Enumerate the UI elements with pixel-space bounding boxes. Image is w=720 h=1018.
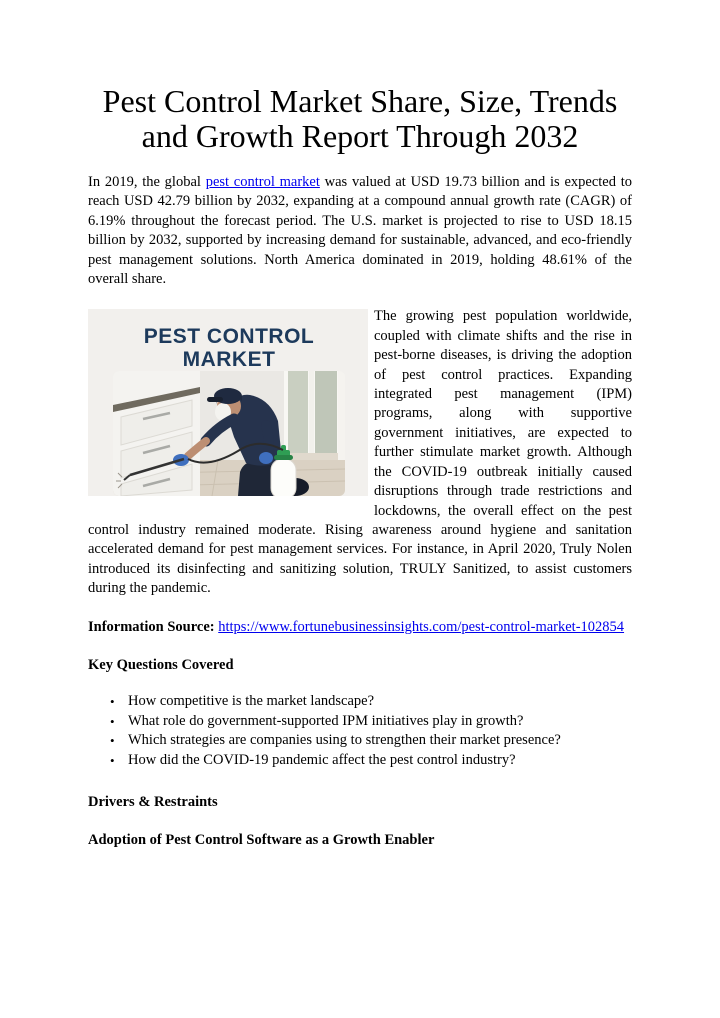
page-title-line1: Pest Control Market Share, Size, Trends [102, 83, 618, 119]
information-source-label: Information Source: [88, 618, 219, 635]
question-item: • What role do government-supported IPM initiatives play in growth? [128, 712, 632, 731]
key-questions-list [88, 692, 632, 770]
cap-brim [207, 397, 223, 402]
pest-control-market-link[interactable]: pest control market [205, 174, 320, 190]
intro-text-after-link: was valued at USD 19.73 billion and is expected to reach USD 42.79 billion by 2032, expanding at a compound annual growth rate (CAGR) of 6.19% throughout the forecast period. The U.S. market is projected to rise to USD 18.15 billion by 2032, supported by increasing demand for sustainable, advanced, and eco-friendly pest management solutions. North America dominated in 2019, holding 48.61% of the overall share. [88, 174, 632, 288]
photo-scene [113, 371, 345, 496]
source-url-link[interactable]: https://www.fortunebusinessinsights.com/pest-control-market-102854 [218, 618, 625, 635]
image-and-text-section [88, 307, 632, 598]
question-item: • Which strategies are companies using to strengthen their market presence? [128, 731, 632, 750]
promo-heading-line1: PEST CONTROL [143, 325, 315, 349]
right-glove [259, 452, 273, 464]
body-paragraph: The growing pest population worldwide, coupled with climate shifts and the rise in pest-borne diseases, is driving the adoption of pest control practices. Expanding integrated pest management (IPM) programs, along with supportive government initiatives, are expected to further stimulate market growth. Although the COVID-19 outbreak initially caused disruptions through trade restrictions and lockdowns, the overall effect on the pest control industry remained moderate. Rising awareness around hygiene and sanitation accelerated demand for pest management services. For instance, in April 2020, Truly Nolen introduced its disinfecting and sanitizing solution, TRULY Sanitized, to assist customers during the pandemic. [88, 308, 632, 597]
intro-text-before-link: In 2019, the global [88, 174, 206, 190]
intro-paragraph [88, 173, 632, 289]
question-item: • How did the COVID-19 pandemic affect the pest control industry? [128, 751, 632, 770]
promo-heading-line2: MARKET [182, 348, 276, 372]
page-title-line2: and Growth Report Through 2032 [141, 118, 579, 154]
key-questions-heading: Key Questions Covered [88, 656, 234, 673]
adoption-heading: Adoption of Pest Control Software as a Growth Enabler [88, 832, 435, 849]
question-item: • How competitive is the market landscape? [128, 692, 632, 711]
pest-control-market-image [88, 309, 368, 496]
drivers-restraints-heading: Drivers & Restraints [88, 793, 218, 810]
pest-control-photo-illustration [88, 309, 368, 496]
page-title [88, 84, 632, 154]
information-source [88, 618, 632, 637]
